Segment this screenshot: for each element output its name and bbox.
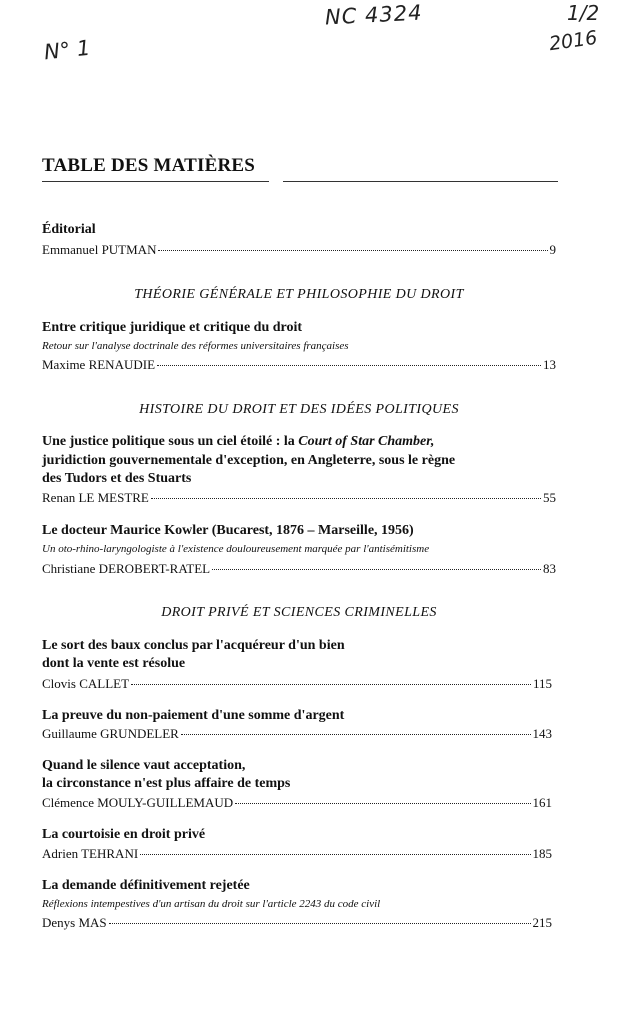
entry-subtitle: Retour sur l'analyse doctrinale des réformes universitaires françaises (42, 340, 349, 352)
entry-author: Emmanuel PUTMAN (42, 242, 157, 257)
entry-title: Le sort des baux conclus par l'acquéreur d'un bien (42, 638, 345, 653)
entry-page: 143 (532, 726, 552, 741)
entry-title-line: dont la vente est résolue (42, 656, 186, 671)
entry-title-line: la circonstance n'est plus affaire de temps (42, 776, 291, 791)
entry-author: Maxime RENAUDIE (42, 357, 156, 372)
entry-page: 115 (532, 676, 552, 691)
leader-dots (158, 250, 547, 251)
entry-author: Clémence MOULY-GUILLEMAUD (42, 795, 234, 810)
entry-author-line (42, 726, 552, 742)
entry-page: 9 (549, 242, 556, 257)
title-underline (42, 181, 269, 182)
section-heading: HISTOIRE DU DROIT ET DES IDÉES POLITIQUES (139, 402, 459, 417)
leader-dots (109, 923, 531, 924)
entry-title: La demande définitivement rejetée (42, 878, 250, 893)
leader-dots (140, 854, 530, 855)
entry-title: Quand le silence vaut acceptation, (42, 758, 246, 773)
entry-author: Guillaume GRUNDELER (42, 726, 179, 741)
entry-title: Le docteur Maurice Kowler (Bucarest, 1876 – Marseille, 1956) (42, 523, 414, 538)
entry-title-prefix: Une justice politique sous un ciel étoilé : la (42, 434, 299, 449)
entry-page: 215 (532, 915, 552, 930)
entry-page: 55 (543, 490, 556, 505)
entry-page: 83 (543, 561, 556, 576)
section-heading: THÉORIE GÉNÉRALE ET PHILOSOPHIE DU DROIT (134, 287, 464, 302)
entry-page: 161 (532, 795, 552, 810)
leader-dots (131, 684, 531, 685)
title-rule-right (283, 181, 558, 182)
entry-title: Entre critique juridique et critique du droit (42, 320, 303, 335)
leader-dots (157, 365, 541, 366)
entry-author: Renan LE MESTRE (42, 490, 149, 505)
handwritten-year: 2016 (547, 26, 599, 56)
entry-title-italic: Court of Star Chamber, (298, 434, 435, 449)
editorial-heading: Éditorial (42, 222, 96, 237)
entry-title: La courtoisie en droit privé (42, 827, 206, 842)
entry-page: 185 (532, 846, 552, 861)
handwritten-fraction: 1/2 (567, 1, 600, 25)
editorial-author-line (42, 242, 556, 258)
entry-subtitle: Un oto-rhino-laryngologiste à l'existence douloureusement marquée par l'antisémitisme (42, 543, 430, 555)
leader-dots (181, 734, 531, 735)
entry-author-line (42, 676, 552, 692)
handwritten-reference: NC 4324 (324, 0, 424, 30)
leader-dots (212, 569, 541, 570)
leader-dots (151, 498, 541, 499)
entry-author-line (42, 915, 552, 931)
entry-author-line (42, 795, 552, 811)
entry-author-line (42, 561, 556, 577)
entry-author: Adrien TEHRANI (42, 846, 139, 861)
entry-author-line (42, 490, 556, 506)
entry-title-line: juridiction gouvernementale d'exception, en Angleterre, sous le règne (42, 453, 456, 468)
entry-title-line: des Tudors et des Stuarts (42, 471, 192, 486)
entry-author-line (42, 357, 556, 373)
entry-author: Christiane DEROBERT-RATEL (42, 561, 211, 576)
entry-title: La preuve du non-paiement d'une somme d'argent (42, 708, 345, 723)
entry-subtitle: Réflexions intempestives d'un artisan du droit sur l'article 2243 du code civil (42, 898, 381, 910)
section-heading: DROIT PRIVÉ ET SCIENCES CRIMINELLES (161, 605, 437, 620)
entry-author-line (42, 846, 552, 862)
leader-dots (235, 803, 530, 804)
page-title: TABLE DES MATIÈRES (42, 155, 256, 176)
entry-title (42, 434, 434, 450)
entry-author: Denys MAS (42, 915, 107, 930)
entry-author: Clovis CALLET (42, 676, 130, 691)
entry-page: 13 (543, 357, 556, 372)
handwritten-number: N° 1 (42, 35, 92, 65)
